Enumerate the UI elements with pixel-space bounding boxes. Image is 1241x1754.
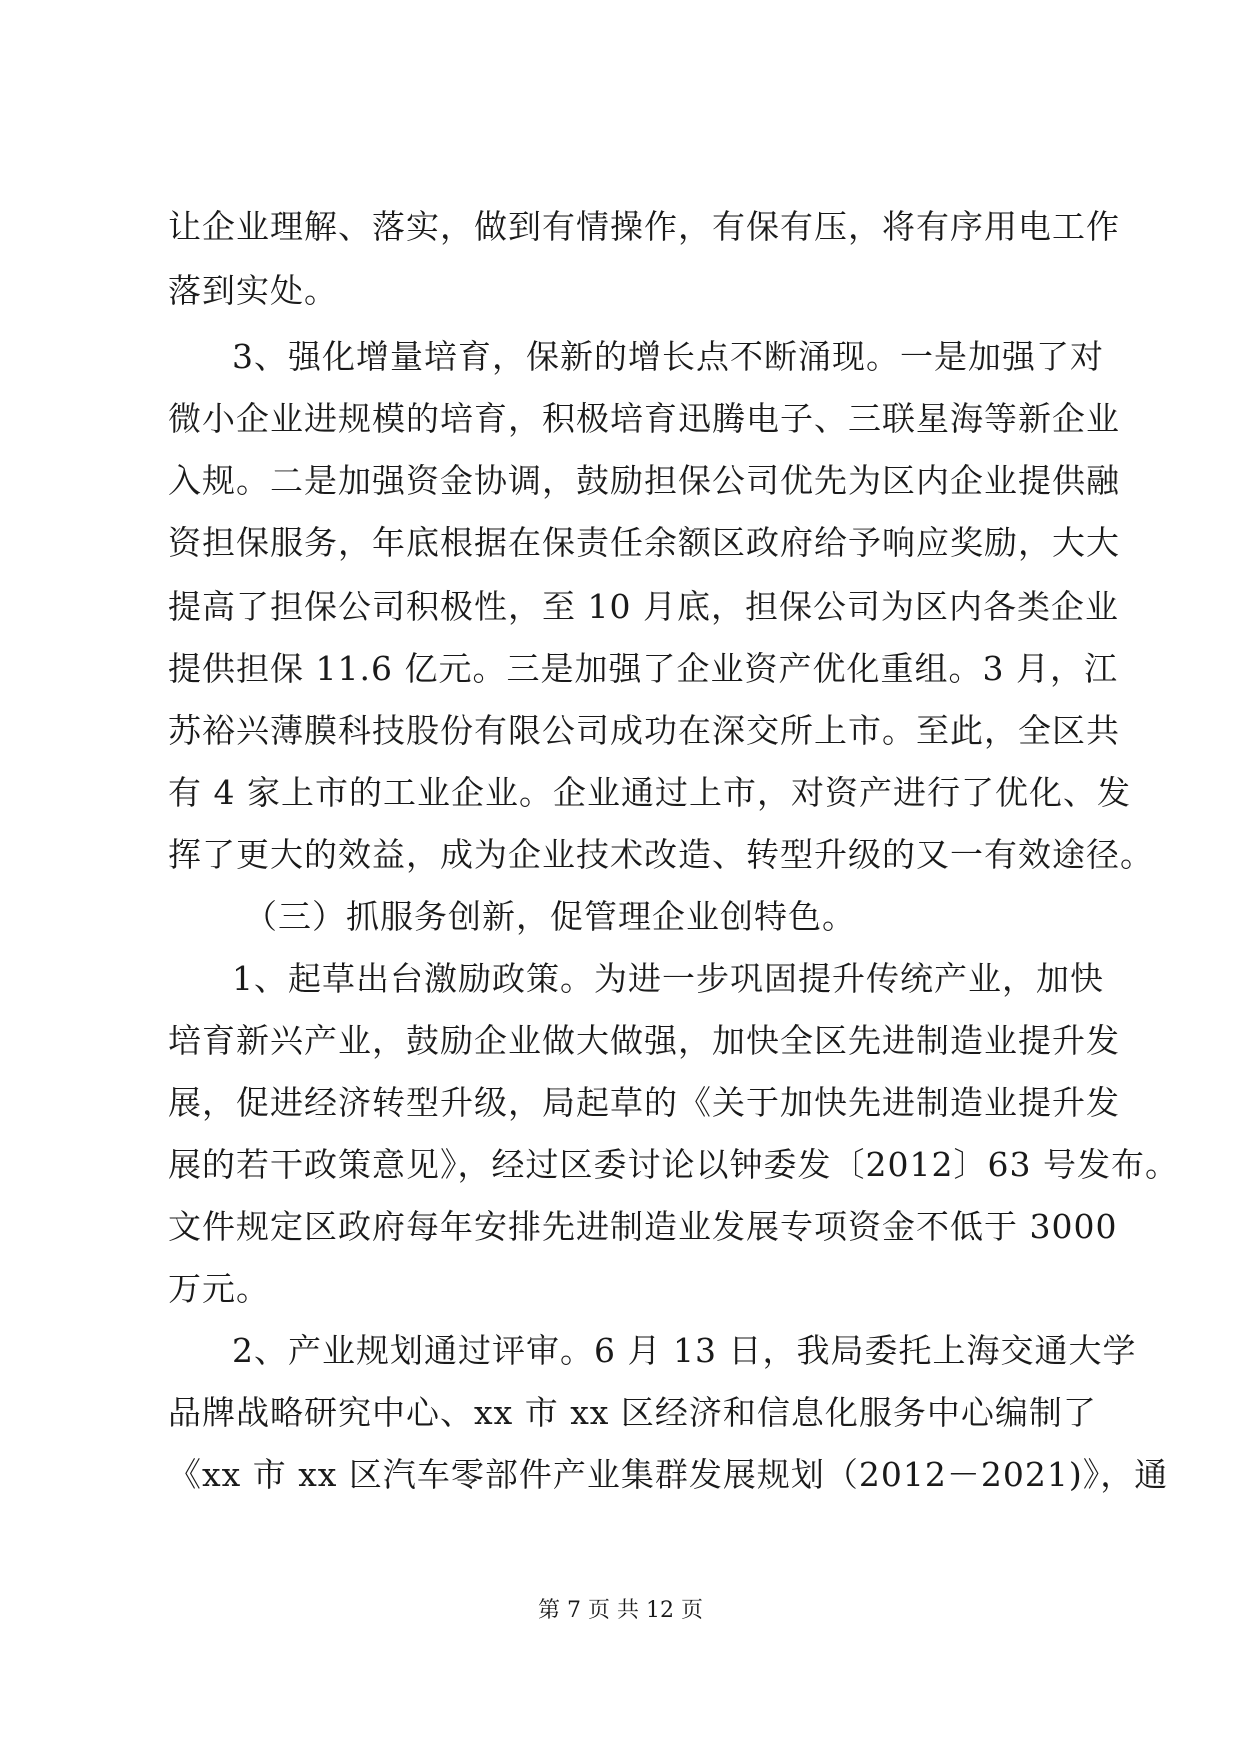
text-line: 让企业理解、落实，做到有情操作，有保有压，将有序用电工作 — [168, 207, 1120, 246]
text-line: 挥了更大的效益，成为企业技术改造、转型升级的又一有效途径。 — [168, 835, 1154, 874]
section-heading: （三）抓服务创新，促管理企业创特色。 — [244, 897, 856, 936]
text-line: 提高了担保公司积极性，至 10 月底，担保公司为区内各类企业 — [168, 587, 1119, 626]
text-line: 文件规定区政府每年安排先进制造业发展专项资金不低于 3000 — [168, 1207, 1118, 1246]
text-line: 万元。 — [168, 1269, 270, 1308]
text-line: 苏裕兴薄膜科技股份有限公司成功在深交所上市。至此，全区共 — [168, 711, 1120, 750]
text-line: 入规。二是加强资金协调，鼓励担保公司优先为区内企业提供融 — [168, 461, 1120, 500]
text-line: 培育新兴产业，鼓励企业做大做强，加快全区先进制造业提升发 — [168, 1021, 1120, 1060]
text-line: 《xx 市 xx 区汽车零部件产业集群发展规划（2012－2021)》，通 — [168, 1455, 1169, 1494]
paragraph-start-line: 2、产业规划通过评审。6 月 13 日，我局委托上海交通大学 — [232, 1331, 1137, 1370]
page-footer: 第 7 页 共 12 页 — [538, 1598, 703, 1623]
text-line: 微小企业进规模的培育，积极培育迅腾电子、三联星海等新企业 — [168, 399, 1120, 438]
text-line: 落到实处。 — [168, 271, 338, 310]
text-line: 资担保服务，年底根据在保责任余额区政府给予响应奖励，大大 — [168, 523, 1120, 562]
text-line: 展的若干政策意见》，经过区委讨论以钟委发〔2012〕63 号发布。 — [168, 1145, 1179, 1184]
paragraph-start-line: 3、强化增量培育，保新的增长点不断涌现。一是加强了对 — [232, 337, 1104, 376]
text-line: 展，促进经济转型升级，局起草的《关于加快先进制造业提升发 — [168, 1083, 1120, 1122]
text-line: 品牌战略研究中心、xx 市 xx 区经济和信息化服务中心编制了 — [168, 1393, 1097, 1432]
text-line: 有 4 家上市的工业企业。企业通过上市，对资产进行了优化、发 — [168, 773, 1131, 812]
text-line: 提供担保 11.6 亿元。三是加强了企业资产优化重组。3 月，江 — [168, 649, 1118, 688]
paragraph-start-line: 1、起草出台激励政策。为进一步巩固提升传统产业，加快 — [232, 959, 1104, 998]
